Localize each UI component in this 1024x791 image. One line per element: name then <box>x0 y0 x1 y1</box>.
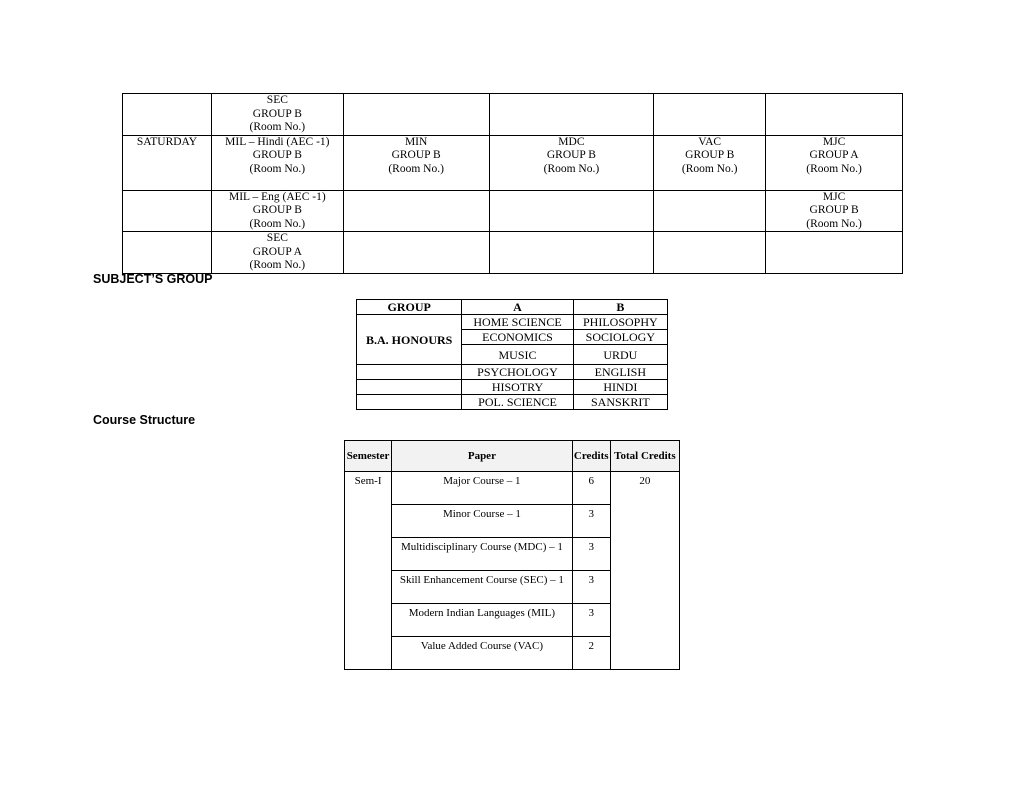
credits-cell: 2 <box>572 637 610 670</box>
table-row <box>357 315 668 330</box>
credits-cell: 3 <box>572 505 610 538</box>
header-cell: Total Credits <box>610 441 679 472</box>
group-a-cell: MUSIC <box>462 345 573 365</box>
vac-cell <box>654 94 766 136</box>
table-header-row <box>345 441 680 472</box>
paper-cell: Skill Enhancement Course (SEC) – 1 <box>392 571 573 604</box>
credits-cell: 3 <box>572 604 610 637</box>
header-cell: A <box>462 300 573 315</box>
table-row <box>357 395 668 410</box>
table-row <box>345 472 680 505</box>
paper-cell: Major Course – 1 <box>392 472 573 505</box>
mjc-cell <box>766 94 903 136</box>
credits-cell: 6 <box>572 472 610 505</box>
course-cell <box>211 135 343 190</box>
vac-cell <box>654 135 766 190</box>
day-cell <box>123 190 212 232</box>
programme-label: B.A. HONOURS <box>357 315 462 365</box>
group-b-cell: URDU <box>573 345 667 365</box>
header-cell: Credits <box>572 441 610 472</box>
cell-line: (Room No.) <box>249 217 306 230</box>
timetable-row <box>123 135 903 190</box>
group-b-cell: SOCIOLOGY <box>573 330 667 345</box>
cell-line: (Room No.) <box>806 217 862 230</box>
cell-line: GROUP A <box>809 149 859 161</box>
paper-cell: Modern Indian Languages (MIL) <box>392 604 573 637</box>
empty-cell <box>357 365 462 380</box>
mjc-cell <box>766 232 903 274</box>
cell-line: GROUP A <box>252 245 302 258</box>
subject-group-heading: SUBJECT’S GROUP <box>93 272 213 286</box>
min-cell <box>343 94 489 136</box>
group-a-cell: ECONOMICS <box>462 330 573 345</box>
min-cell <box>343 135 489 190</box>
cell-line: (Room No.) <box>249 259 306 271</box>
paper-cell: Minor Course – 1 <box>392 505 573 538</box>
header-cell: Paper <box>392 441 573 472</box>
total-credits-cell: 20 <box>610 472 679 670</box>
min-cell <box>343 190 489 232</box>
empty-cell <box>357 380 462 395</box>
cell-line: VAC <box>698 135 722 148</box>
mdc-cell <box>489 94 654 136</box>
cell-line: (Room No.) <box>249 121 306 133</box>
min-cell <box>343 232 489 274</box>
course-structure-table <box>344 440 680 670</box>
cell-line: (Room No.) <box>681 162 738 175</box>
cell-line: SEC <box>266 232 288 244</box>
day-cell <box>123 135 212 190</box>
header-cell: B <box>573 300 667 315</box>
day-cell <box>123 94 212 136</box>
group-b-cell: PHILOSOPHY <box>573 315 667 330</box>
cell-line: MJC <box>822 135 846 148</box>
group-a-cell: HOME SCIENCE <box>462 315 573 330</box>
credits-cell: 3 <box>572 538 610 571</box>
course-cell <box>211 94 343 136</box>
cell-line: MIL – Eng (AEC -1) <box>229 190 326 203</box>
paper-cell: Value Added Course (VAC) <box>392 637 573 670</box>
group-b-cell: HINDI <box>573 380 667 395</box>
timetable-row <box>123 190 903 232</box>
cell-line: (Room No.) <box>543 162 600 175</box>
course-cell <box>211 232 343 274</box>
cell-line: MDC <box>558 135 585 148</box>
cell-line: MIN <box>404 135 428 148</box>
day-cell <box>123 232 212 274</box>
timetable <box>122 93 903 274</box>
vac-cell <box>654 190 766 232</box>
cell-line: MIL – Hindi (AEC -1) <box>225 135 330 148</box>
mjc-cell <box>766 190 903 232</box>
cell-line: GROUP B <box>252 149 302 161</box>
group-a-cell: POL. SCIENCE <box>462 395 573 410</box>
subject-group-table <box>356 299 668 410</box>
vac-cell <box>654 232 766 274</box>
table-row <box>357 380 668 395</box>
table-header-row <box>357 300 668 315</box>
header-cell: Semester <box>345 441 392 472</box>
timetable-row <box>123 232 903 274</box>
course-structure-heading: Course Structure <box>93 413 196 427</box>
semester-cell: Sem-I <box>345 472 392 670</box>
cell-line: SEC <box>266 94 288 106</box>
cell-line: GROUP B <box>685 149 735 161</box>
credits-cell: 3 <box>572 571 610 604</box>
group-a-cell: HISOTRY <box>462 380 573 395</box>
group-b-cell: SANSKRIT <box>573 395 667 410</box>
group-b-cell: ENGLISH <box>573 365 667 380</box>
cell-line: (Room No.) <box>806 162 862 175</box>
cell-line: GROUP B <box>391 149 441 161</box>
table-row <box>357 365 668 380</box>
group-a-cell: PSYCHOLOGY <box>462 365 573 380</box>
mdc-cell <box>489 190 654 232</box>
header-cell: GROUP <box>357 300 462 315</box>
day-label: SATURDAY <box>136 135 198 148</box>
cell-line: GROUP B <box>252 204 302 216</box>
cell-line: MJC <box>822 190 846 203</box>
cell-line: GROUP B <box>546 149 596 161</box>
mdc-cell <box>489 135 654 190</box>
cell-line: GROUP B <box>252 107 302 120</box>
cell-line: (Room No.) <box>249 162 306 175</box>
course-cell <box>211 190 343 232</box>
mdc-cell <box>489 232 654 274</box>
empty-cell <box>357 395 462 410</box>
mjc-cell <box>766 135 903 190</box>
paper-cell: Multidisciplinary Course (MDC) – 1 <box>392 538 573 571</box>
timetable-row <box>123 94 903 136</box>
cell-line: (Room No.) <box>388 162 444 175</box>
cell-line: GROUP B <box>809 204 859 216</box>
